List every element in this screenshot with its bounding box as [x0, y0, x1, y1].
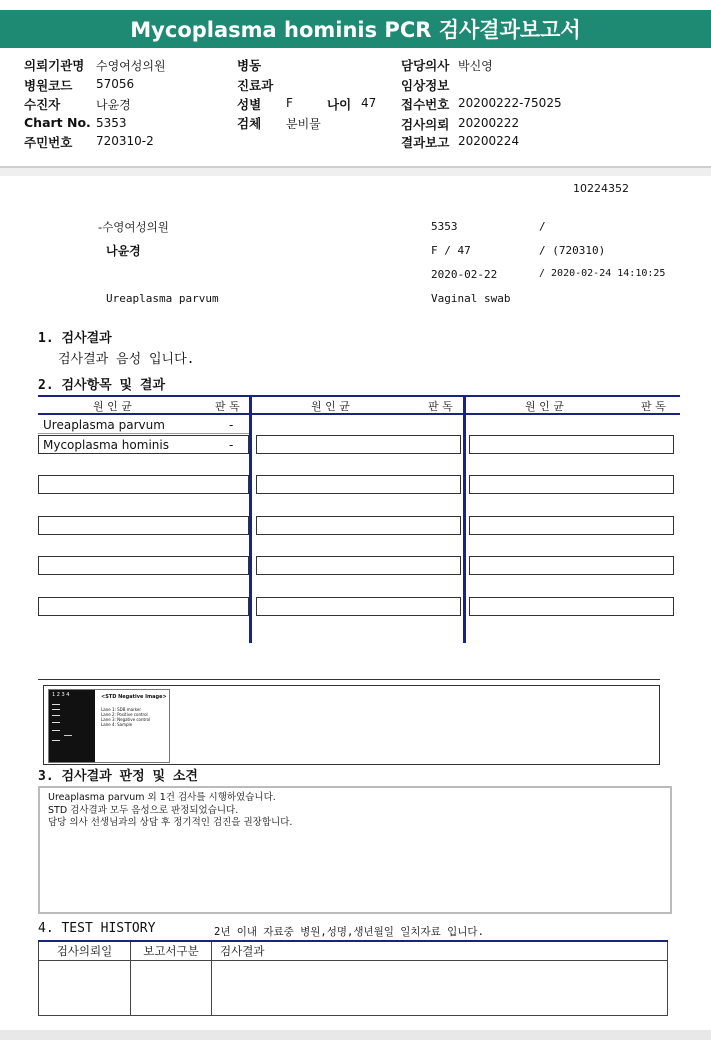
hospital-code-value: 57056 [96, 77, 135, 91]
findings-line: 담당 의사 선생님과의 상담 후 정기적인 검진을 권장합니다. [48, 817, 293, 828]
empty-cell [469, 597, 674, 616]
empty-cell [256, 475, 461, 494]
request-date-value: 20200222 [458, 116, 520, 130]
gel-band [52, 709, 60, 710]
col-pathogen-1: 원 인 균 [93, 400, 132, 413]
department-label: 진료과 [237, 78, 274, 93]
findings-line: STD 검사결과 모두 음성으로 판정되었습니다. [48, 804, 239, 816]
document-number: 10224352 [573, 182, 629, 195]
empty-cell [38, 556, 249, 575]
resident-no-value: 720310-2 [96, 134, 154, 148]
info-specimen: Vaginal swab [431, 292, 511, 305]
hospital-name-label: 의뢰기관명 [24, 58, 85, 73]
report-date-label: 결과보고 [401, 135, 450, 150]
empty-cell [469, 556, 674, 575]
history-header-row [39, 941, 668, 961]
info-slash: / [539, 220, 546, 233]
sex-value: F [286, 96, 293, 110]
section2-title: 2. 검사항목 및 결과 [38, 378, 166, 393]
info-dob: / (720310) [539, 244, 606, 257]
empty-cell [469, 516, 674, 535]
gel-top-rule [38, 679, 660, 680]
empty-cell [38, 475, 249, 494]
section3-title: 3. 검사결과 판정 및 소견 [38, 769, 198, 784]
sex-label: 성별 [237, 97, 262, 112]
gel-image-frame [43, 685, 660, 765]
info-request-date: 2020-02-22 [431, 268, 498, 281]
history-col-report-type: 보고서구분 [131, 941, 212, 961]
doctor-value: 박신영 [458, 59, 493, 73]
history-cell [39, 961, 131, 1016]
header-separator [0, 168, 711, 176]
gel-legend [101, 707, 150, 727]
patient-label: 수진자 [24, 97, 61, 112]
empty-cell [256, 516, 461, 535]
info-patient: 나윤경 [106, 244, 141, 258]
gel-lanes-image [49, 690, 95, 762]
report-header [0, 48, 711, 168]
section1-title: 1. 검사결과 [38, 331, 112, 346]
col-pathogen-3: 원 인 균 [525, 400, 564, 413]
col-result-1: 판 독 [215, 400, 240, 413]
gel-title: <STD Negative Image> [101, 694, 167, 700]
chart-no-value: 5353 [96, 116, 127, 130]
empty-cell [38, 516, 249, 535]
receipt-no-value: 20200222-75025 [458, 96, 562, 110]
history-cell [131, 961, 212, 1016]
result-row-2-name: Mycoplasma hominis [43, 438, 169, 452]
resident-no-label: 주민번호 [24, 135, 73, 150]
history-col-request-date: 검사의뢰일 [39, 941, 131, 961]
history-col-result: 검사결과 [212, 941, 668, 961]
gel-band [52, 704, 60, 705]
grid-divider-2 [463, 395, 466, 643]
info-report-datetime: / 2020-02-24 14:10:25 [539, 268, 666, 279]
empty-cell [256, 556, 461, 575]
test-history-table [38, 940, 668, 1016]
request-date-label: 검사의뢰 [401, 117, 450, 132]
age-value: 47 [361, 96, 377, 110]
empty-cell [469, 435, 674, 454]
findings-line: Ureaplasma parvum 외 1건 검사를 시행하였습니다. [48, 792, 276, 803]
grid-divider-1 [249, 395, 252, 643]
history-cell [212, 961, 668, 1016]
specimen-label: 검체 [237, 116, 262, 131]
col-result-2: 판 독 [428, 400, 453, 413]
info-clinic: -수영여성의원 [98, 220, 169, 234]
chart-no-label: Chart No. [24, 115, 91, 130]
gel-lane-numbers: 1 2 3 4 [52, 692, 70, 698]
age-label: 나이 [327, 97, 352, 112]
info-chart: 5353 [431, 220, 458, 233]
page-bottom-bar [0, 1030, 711, 1040]
gel-image [48, 689, 170, 763]
gel-legend-item: Lane 3: Negative control [101, 717, 151, 722]
result-row-1-value: - [229, 418, 234, 432]
empty-cell [256, 435, 461, 454]
result-row-1-name: Ureaplasma parvum [43, 418, 165, 432]
empty-cell [38, 597, 249, 616]
results-grid-header [38, 395, 680, 415]
empty-cell [469, 475, 674, 494]
section4-title: 4. TEST HISTORY [38, 921, 156, 936]
gel-legend-item: Lane 1: SDB marker [101, 707, 142, 712]
row-1-underline [38, 433, 249, 434]
col-pathogen-2: 원 인 균 [311, 400, 350, 413]
col-result-3: 판 독 [641, 400, 666, 413]
gel-band [52, 715, 60, 716]
gel-band [64, 735, 72, 736]
clinical-info-label: 임상정보 [401, 78, 450, 93]
report-title: Mycoplasma hominis PCR 검사결과보고서 [0, 10, 711, 48]
doctor-label: 담당의사 [401, 58, 450, 73]
gel-legend-item: Lane 4: Sample [101, 722, 133, 727]
report-date-value: 20200224 [458, 134, 520, 148]
ward-label: 병동 [237, 58, 262, 73]
gel-band [52, 740, 60, 741]
gel-band [52, 722, 60, 723]
history-row [39, 961, 668, 1016]
findings-box [38, 786, 672, 914]
empty-cell [256, 597, 461, 616]
result-row-2 [38, 435, 249, 454]
history-note: 2년 이내 자료중 병원,성명,생년월일 일치자료 입니다. [214, 926, 484, 938]
receipt-no-label: 접수번호 [401, 97, 450, 112]
info-sex-age: F / 47 [431, 244, 471, 257]
section1-text: 검사결과 음성 입니다. [58, 352, 195, 367]
patient-value: 나윤경 [96, 98, 131, 112]
gel-band [52, 730, 60, 731]
result-row-2-value: - [229, 438, 234, 452]
specimen-value: 분비물 [286, 117, 321, 131]
gel-legend-item: Lane 2: Positive control [101, 712, 148, 717]
hospital-code-label: 병원코드 [24, 78, 73, 93]
info-test-name: Ureaplasma parvum [106, 292, 219, 305]
hospital-name-value: 수영여성의원 [96, 59, 166, 73]
